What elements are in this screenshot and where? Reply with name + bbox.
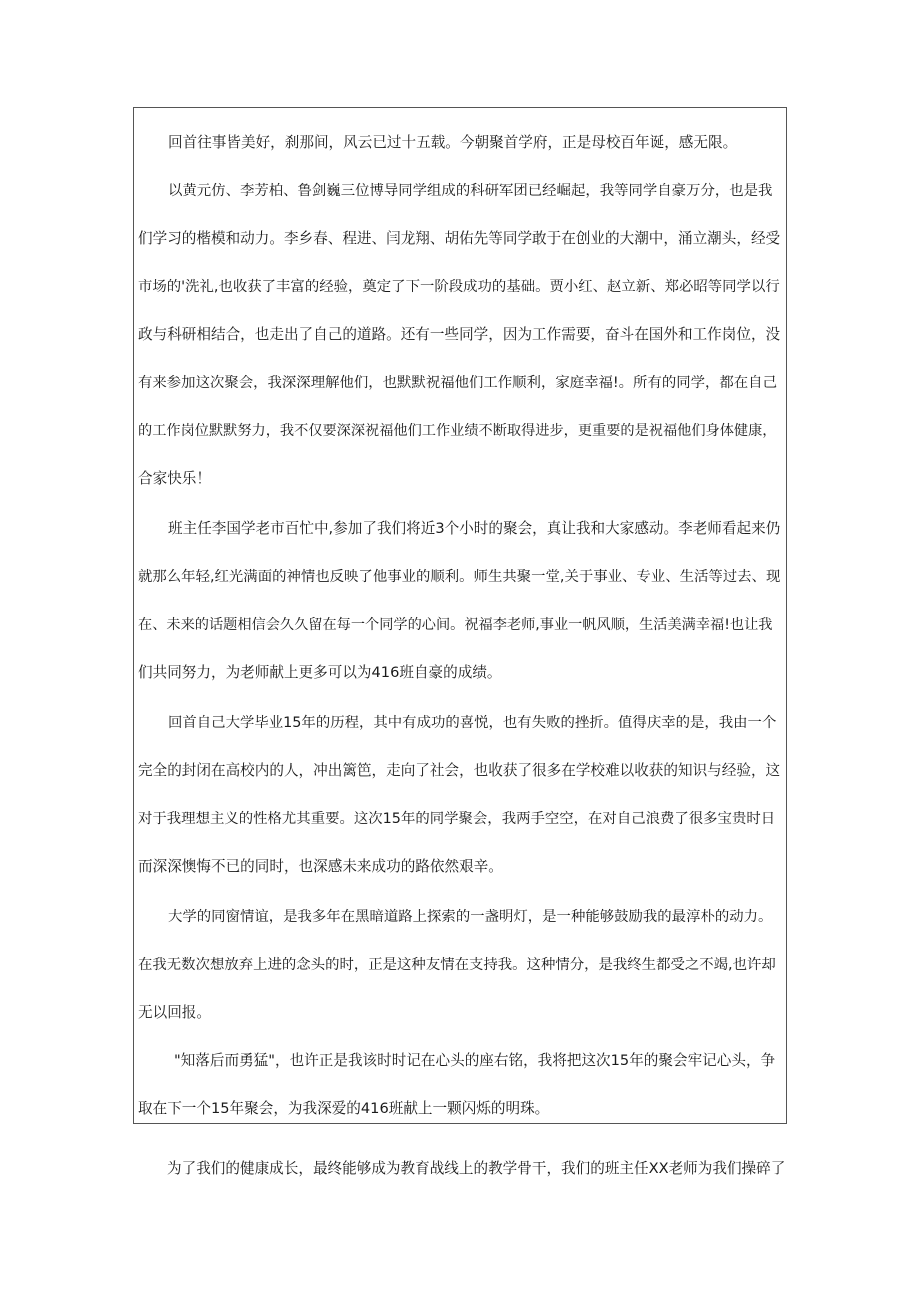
text-line: 在、未来的话题相信会久久留在每一个同学的心间。祝福李老师,事业一帆风顺，生活美满幸福!也让我	[138, 617, 773, 633]
text-line: 无以回报。	[138, 1004, 211, 1021]
text-line: 的工作岗位默默努力，我不仅要深深祝福他们工作业绩不断取得进步，更重要的是祝福他们身体健康，	[138, 423, 777, 439]
text-line: 合家快乐！	[138, 470, 211, 487]
text-line: 而深深懊悔不已的同时，也深感未来成功的路依然艰辛。	[138, 858, 503, 875]
text-line: 们学习的楷模和动力。李乡春、程进、闫龙翔、胡佑先等同学敢于在创业的大潮中，涌立潮头，经受	[138, 230, 781, 247]
text-line: 大学的同窗情谊，是我多年在黑暗道路上探索的一盏明灯，是一种能够鼓励我的最淳朴的动力。	[168, 909, 773, 925]
text-line: 就那么年轻,红光满面的神情也反映了他事业的顺利。师生共聚一堂,关于事业、专业、生活等过去、现	[138, 569, 781, 585]
text-line: 们共同努力，为老师献上更多可以为416班自豪的成绩。	[138, 664, 502, 681]
text-line: 回首自己大学毕业15年的历程，其中有成功的喜悦，也有失败的挫折。值得庆幸的是，我由一个	[168, 715, 777, 731]
text-line: 有来参加这次聚会，我深深理解他们，也默默祝福他们工作顺利，家庭幸福!。所有的同学，都在自己	[138, 375, 777, 391]
text-line: 以黄元仿、李芳柏、鲁剑巍三位博导同学组成的科研军团已经崛起，我等同学自豪万分，也是我	[168, 183, 773, 199]
bordered-text-box	[133, 107, 787, 1124]
text-line: 在我无数次想放弃上进的念头的时，正是这种友情在支持我。这种情分，是我终生都受之不竭,也许却	[138, 957, 776, 973]
text-line: 对于我理想主义的性格尤其重要。这次15年的同学聚会，我两手空空，在对自己浪费了很多宝贵时日	[138, 811, 776, 827]
text-line: 完全的封闭在高校内的人，冲出篱笆，走向了社会，也收获了很多在学校难以收获的知识与经验，这	[138, 762, 781, 779]
text-line: 班主任李国学老市百忙中,参加了我们将近3个小时的聚会，真让我和大家感动。李老师看起来仍	[168, 520, 781, 537]
text-line: 取在下一个15年聚会，为我深爱的416班献上一颗闪烁的明珠。	[138, 1100, 550, 1117]
trailing-paragraph-line: 为了我们的健康成长，最终能够成为教育战线上的教学骨干，我们的班主任XX老师为我们操碎了	[167, 1160, 786, 1177]
text-line: 回首往事皆美好，刹那间，风云已过十五载。今朝聚首学府，正是母校百年诞，感无限。	[168, 134, 738, 151]
text-line: 市场的'洗礼,也收获了丰富的经验，奠定了下一阶段成功的基础。贾小红、赵立新、郑必昭等同学以行	[138, 279, 780, 295]
text-line: "知落后而勇猛"，也许正是我该时时记在心头的座右铭，我将把这次15年的聚会牢记心头，争	[174, 1052, 776, 1069]
text-line: 政与科研相结合，也走出了自己的道路。还有一些同学，因为工作需要，奋斗在国外和工作岗位，没	[138, 326, 781, 343]
